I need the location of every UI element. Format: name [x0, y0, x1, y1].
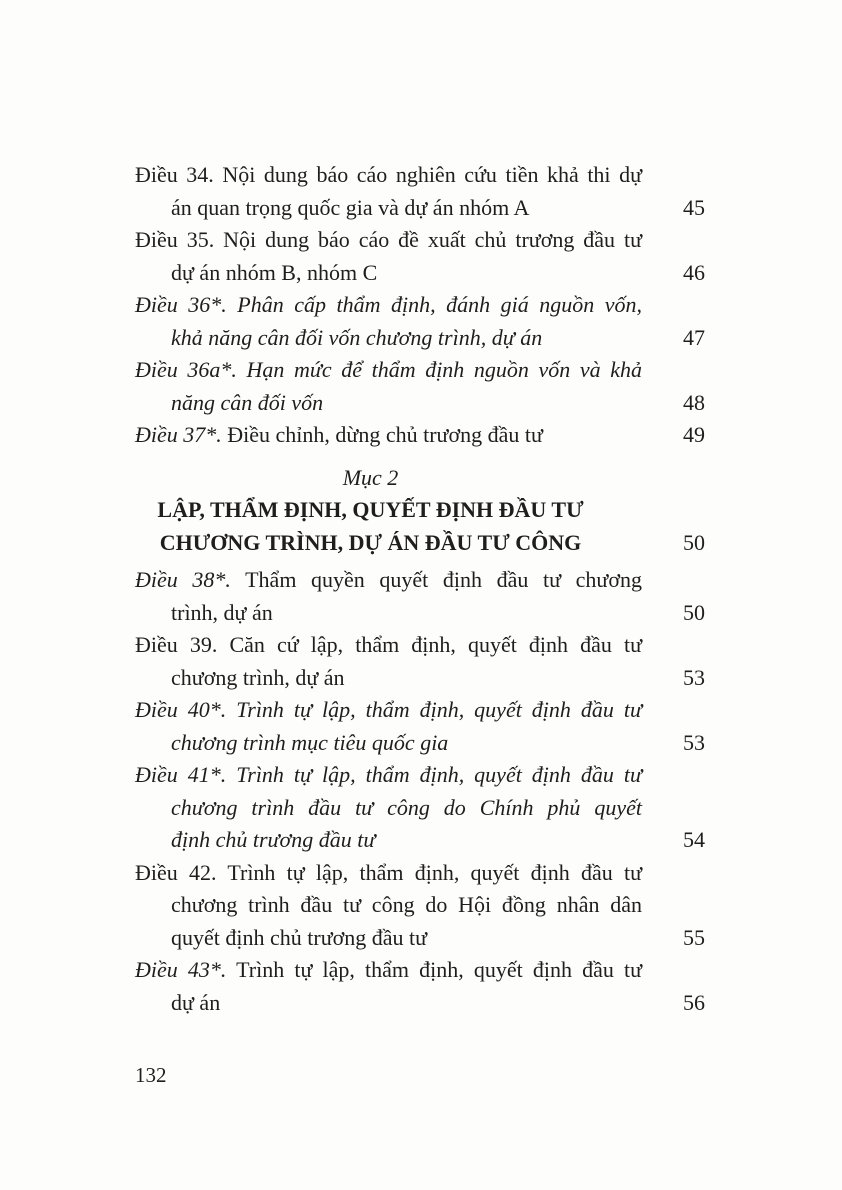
section-title-text: CHƯƠNG TRÌNH, DỰ ÁN ĐẦU TƯ CÔNG [159, 529, 582, 555]
article-number: Điều 36*. [135, 292, 227, 317]
section-title-line [135, 494, 642, 527]
toc-line-text: án quan trọng quốc gia và dự án nhóm A [171, 194, 530, 220]
page-ref: 55 [683, 924, 705, 950]
section-subtitle: Mục 2 [342, 464, 399, 490]
page-ref: 54 [683, 827, 705, 852]
section-heading-line [135, 462, 642, 495]
toc-entry-line [135, 694, 642, 727]
toc-entry [135, 289, 705, 354]
toc-entry-line [135, 922, 705, 955]
toc-line-text: Trình tự lập, thẩm định, quyết định đầu tư [236, 762, 642, 787]
toc-line-text: Trình tự lập, thẩm định, quyết định đầu tư [236, 957, 642, 982]
section-heading [135, 462, 705, 560]
toc-entry-line [135, 224, 642, 257]
toc-entry-line [135, 727, 705, 760]
toc-entry-line [135, 159, 642, 192]
section-title-text: LẬP, THẨM ĐỊNH, QUYẾT ĐỊNH ĐẦU TƯ [157, 497, 584, 522]
toc-line-text: chương trình mục tiêu quốc gia [171, 729, 449, 755]
toc-line-text: Thẩm quyền quyết định đầu tư chương [245, 567, 642, 592]
article-number: Điều 36a*. [135, 357, 237, 382]
toc-entry-line [135, 419, 705, 452]
article-number: Điều 35. [135, 227, 215, 252]
toc-entry-line [135, 257, 705, 290]
toc-entry-line [135, 824, 705, 857]
toc-line-text: năng cân đối vốn [171, 389, 324, 415]
page-ref: 50 [683, 529, 705, 555]
article-number: Điều 43*. [135, 957, 227, 982]
toc-entry-line [135, 889, 642, 922]
toc-entry-line [135, 662, 705, 695]
toc-entry [135, 159, 705, 224]
page-ref: 53 [683, 664, 705, 690]
toc-line-text: Trình tự lập, thẩm định, quyết định đầu tư [236, 697, 642, 722]
toc-line-text: Căn cứ lập, thẩm định, quyết định đầu tư [229, 632, 643, 657]
toc-entry-line [135, 387, 705, 420]
toc-line-text: trình, dự án [171, 599, 273, 625]
page-ref: 46 [683, 259, 705, 285]
toc-entry-line [135, 354, 642, 387]
toc-entry-line [135, 987, 705, 1020]
toc-entry-line [135, 954, 642, 987]
toc-entry [135, 419, 705, 452]
toc-entry-line [135, 759, 642, 792]
toc-entry-line [135, 322, 705, 355]
toc-line-text: Nội dung báo cáo đề xuất chủ trương đầu tư [223, 227, 643, 252]
toc-entry-line [135, 564, 642, 597]
toc-entry [135, 857, 705, 955]
section-title-line [135, 527, 705, 560]
toc-entry [135, 564, 705, 629]
toc-entry [135, 759, 705, 857]
toc-entry-line [135, 629, 642, 662]
toc-entry-line [135, 792, 642, 825]
toc-line-text: Hạn mức để thẩm định nguồn vốn và khả [246, 357, 643, 382]
page-ref: 56 [683, 989, 705, 1015]
page-ref: 45 [683, 194, 705, 220]
toc-entry-line [135, 597, 705, 630]
article-number: Điều 34. [135, 162, 214, 187]
toc-line-text: dự án [171, 989, 221, 1015]
page-ref: 50 [683, 599, 705, 625]
toc-entry-line [135, 857, 642, 890]
page-ref: 47 [683, 324, 705, 350]
toc-entry [135, 954, 705, 1019]
toc-line-text: Nội dung báo cáo nghiên cứu tiền khả thi dự [222, 162, 643, 187]
page-ref: 48 [683, 389, 705, 415]
article-number: Điều 40*. [135, 697, 227, 722]
toc-entry [135, 224, 705, 289]
toc-entry [135, 694, 705, 759]
toc-line-text: chương trình đầu tư công do Hội đồng nhân dân [171, 892, 642, 917]
table-of-contents [135, 159, 705, 1019]
toc-entry [135, 629, 705, 694]
toc-line-text: Điều chỉnh, dừng chủ trương đầu tư [227, 422, 543, 447]
article-number: Điều 39. [135, 632, 218, 657]
toc-entry [135, 354, 705, 419]
article-number: Điều 38*. [135, 567, 231, 592]
toc-line-text: dự án nhóm B, nhóm C [171, 259, 378, 285]
article-number: Điều 41*. [135, 762, 227, 787]
toc-entry-line [135, 192, 705, 225]
toc-line-text: Phân cấp thẩm định, đánh giá nguồn vốn, [237, 292, 643, 317]
footer-page-number: 132 [135, 1063, 167, 1087]
article-number: Điều 42. [135, 859, 217, 885]
toc-line-text: định chủ trương đầu tư [171, 827, 376, 852]
toc-line-text: Trình tự lập, thẩm định, quyết định đầu tư [227, 859, 642, 885]
toc-line-text: khả năng cân đối vốn chương trình, dự án [171, 324, 543, 350]
toc-line-text: chương trình đầu tư công do Chính phủ quyết [171, 794, 642, 820]
toc-line-text: chương trình, dự án [171, 664, 345, 690]
article-number: Điều 37*. [135, 422, 222, 447]
page-ref: 49 [683, 422, 705, 447]
page-ref: 53 [683, 729, 705, 755]
toc-line-text: quyết định chủ trương đầu tư [171, 924, 428, 950]
toc-entry-line [135, 289, 642, 322]
